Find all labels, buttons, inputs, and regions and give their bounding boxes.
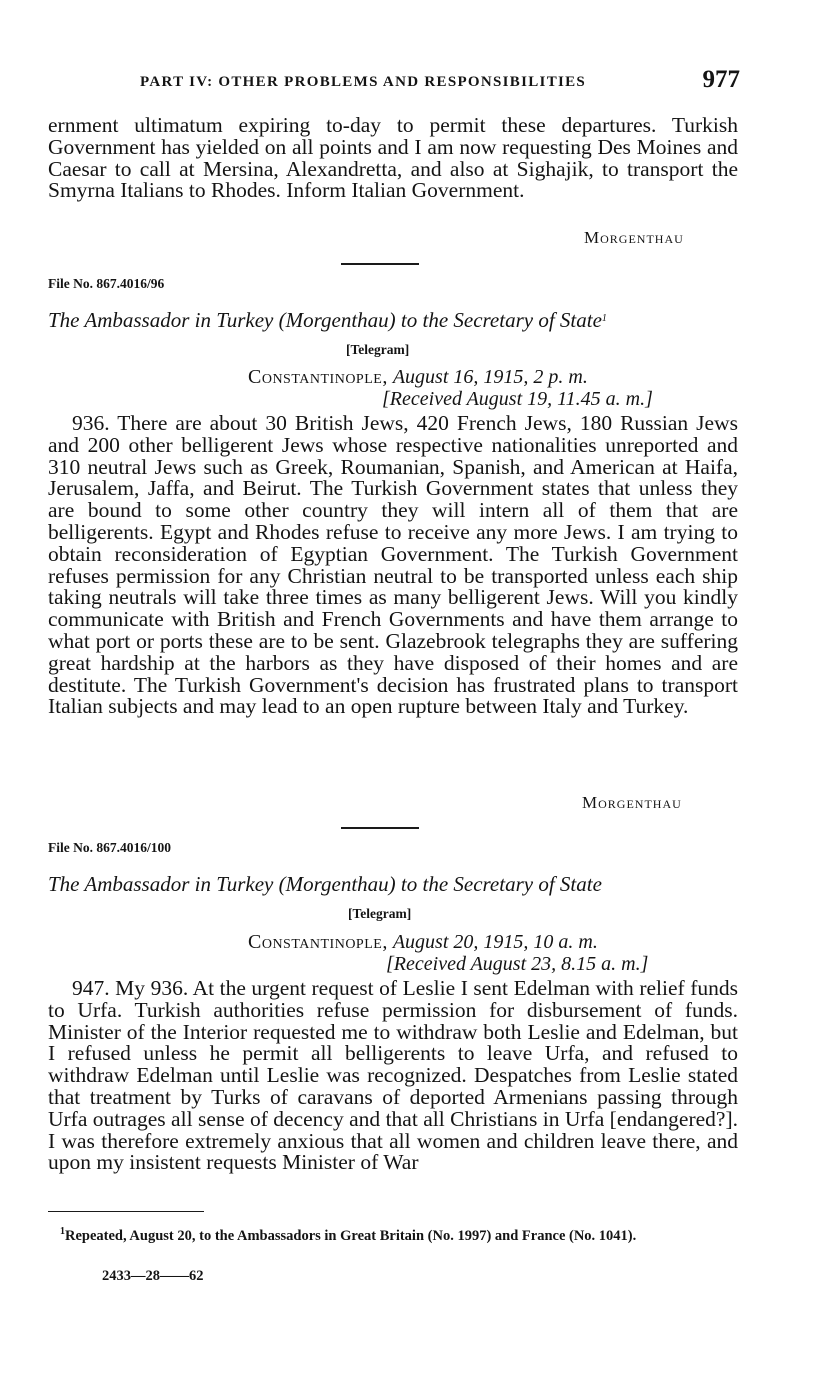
received-line-2 [386,953,648,976]
section-divider-1 [341,263,419,265]
section-divider-2 [341,827,419,829]
document-title-1 [48,308,748,333]
header-title: PART IV: OTHER PROBLEMS AND RESPONSIBILITIES [140,74,587,90]
signature-1: Morgenthau [584,228,684,247]
telegram-936-body: 936. There are about 30 British Jews, 420 French Jews, 180 Russian Jews and 200 other belligerent Jews whose respective nationalities unreported and 310 neutral Jews such as Greek, Roumanian, Spanish, and American at Haifa, Jerusalem, Jaffa, and Beirut. The Turkish Government states that unless they are bound to some other country they will intern all of them that are belligerents. Egypt and Rhodes refuse to receive any more Jews. I am trying to obtain reconsideration of Egyptian Government. The Turkish Government refuses permission for any Christian neutral to be transported unless each ship taking neutrals will take three times as many belligerent Jews. Will you kindly communicate with British and French Governments and have them arrange to what port or ports these are to be sent. Glazebrook telegraphs they are suffering great hardship at the harbors as they have disposed of their homes and are destitute. The Turkish Government's decision has frustrated plans to transport Italian subjects and may lead to an open rupture between Italy and Turkey. [48,411,738,719]
dateline-1 [248,366,588,389]
document-title-1-text: The Ambassador in Turkey (Morgenthau) to the Secretary of State [48,308,602,332]
dateline-date-2: August 20, 1915, 10 a. m. [392,931,598,953]
continued-telegram [48,115,738,202]
continued-telegram-body: ernment ultimatum expiring to-day to permit these departures. Turkish Government has yielded on all points and I am now requesting Des Moines and Caesar to call at Mersina, Alexandretta, and also at Sighajik, to transport the Smyrna Italians to Rhodes. Inform Italian Government. [48,113,738,203]
print-code: 2433—28——62 [102,1268,204,1284]
dateline-date-1: August 16, 1915, 2 p. m. [392,366,588,388]
received-date-1: [Received August 19, 11.45 a. m.] [382,388,653,410]
dateline-2 [248,931,598,954]
received-date-2: [Received August 23, 8.15 a. m.] [386,953,649,975]
document-title-2: The Ambassador in Turkey (Morgenthau) to the Secretary of State [48,872,602,896]
page-number: 977 [702,66,740,93]
footnote-marker: 1 [60,1226,65,1237]
running-header [140,68,740,100]
file-number-1: File No. 867.4016/96 [48,276,165,291]
footnote-text: Repeated, August 20, to the Ambassadors in Great Britain (No. 1997) and France (No. 1041). [65,1228,637,1244]
signature-2: Morgenthau [582,793,682,812]
telegram-tag-1: [Telegram] [346,342,410,357]
telegram-936 [48,413,738,718]
telegram-947 [48,978,738,1174]
file-number-2: File No. 867.4016/100 [48,840,171,855]
dateline-place-1: Constantinople, [248,366,388,388]
footnote-ref-1: 1 [601,313,607,324]
telegram-947-body: 947. My 936. At the urgent request of Leslie I sent Edelman with relief funds to Urfa. Turkish authorities refuse permission for disbursement of funds. Minister of the Interior requested me to withdraw both Leslie and Edelman, but I refused unless he permit all belligerents to leave Urfa, and refused to withdraw Edelman until Leslie was recognized. Despatches from Leslie stated that treatment by Turks of caravans of deported Armenians passing through Urfa outrages all sense of decency and that all Christians in Urfa [endangered?]. I was therefore extremely anxious that all women and children leave there, and upon my insistent requests Minister of War [48,976,738,1175]
footnote-divider [48,1211,204,1212]
telegram-tag-2: [Telegram] [348,906,412,921]
received-line-1 [382,388,653,411]
dateline-place-2: Constantinople, [248,931,388,953]
footnote [48,1222,738,1246]
